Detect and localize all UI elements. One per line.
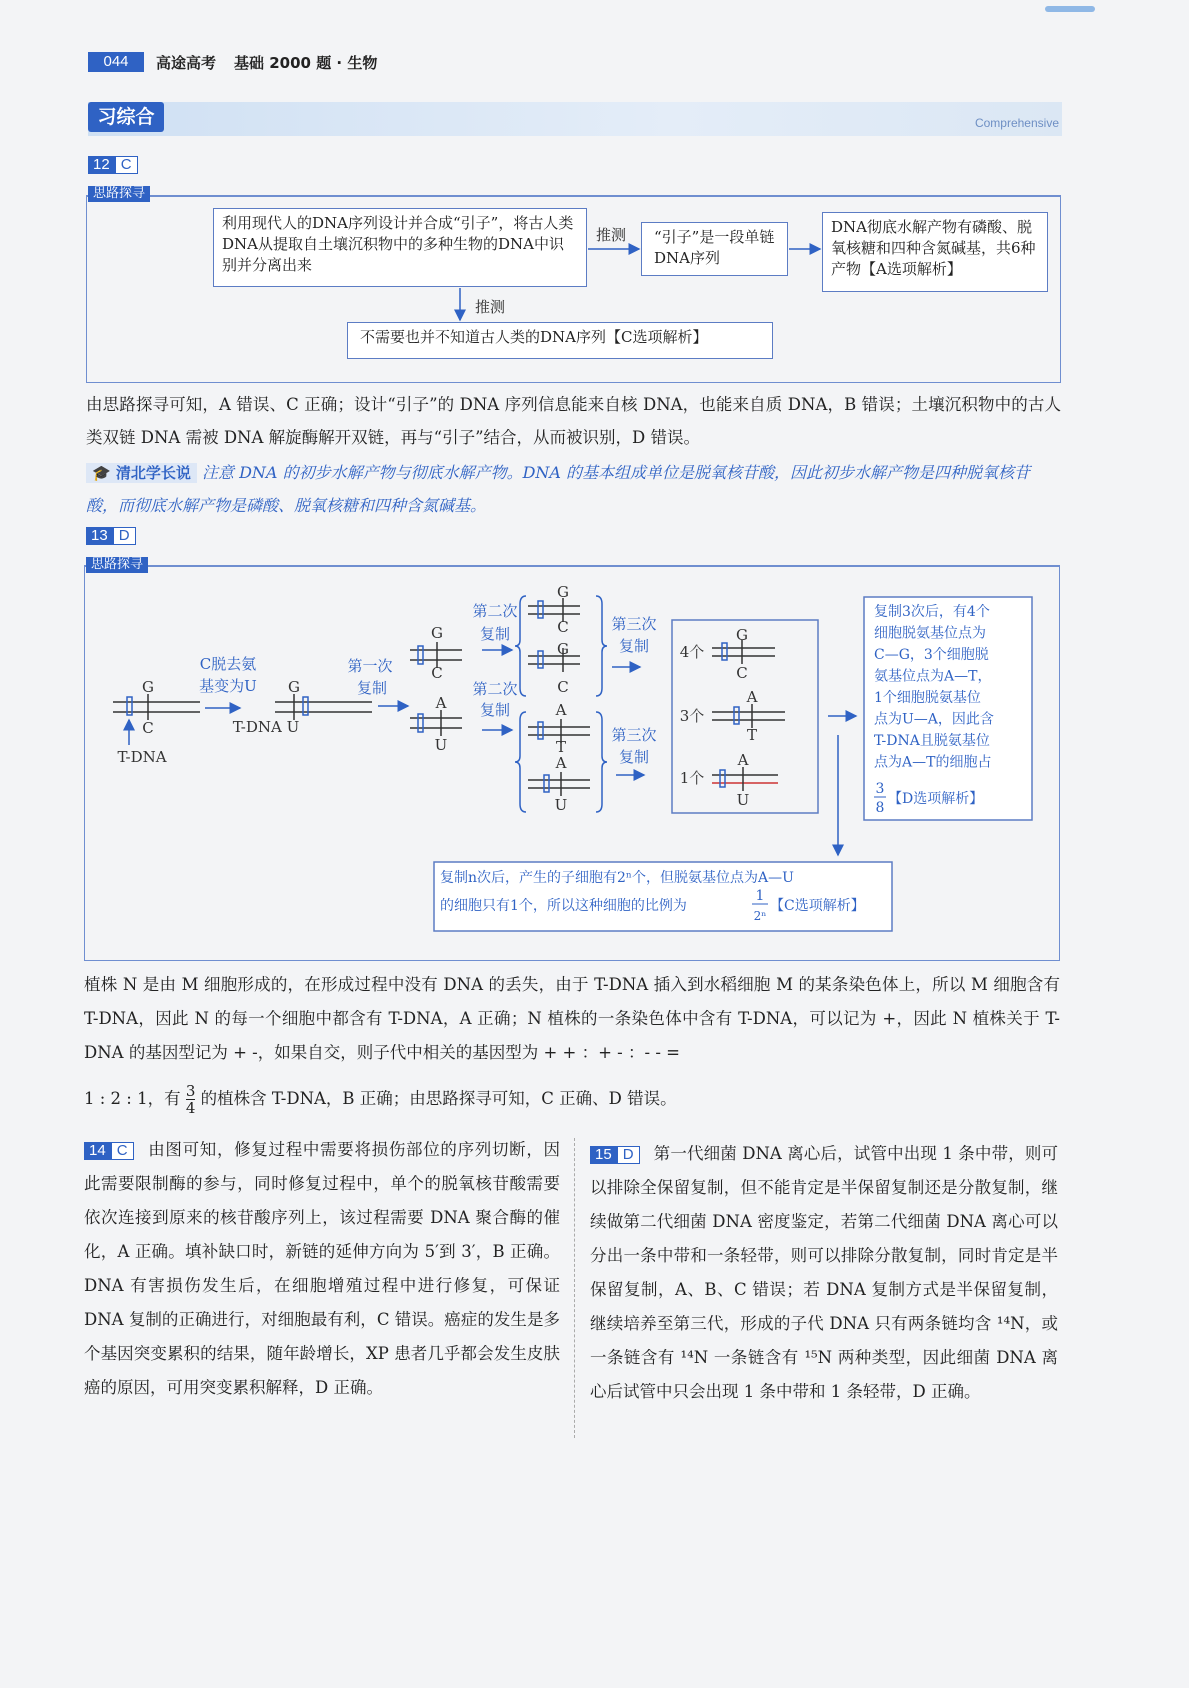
replication-label: 第一次 bbox=[347, 657, 393, 675]
q13-explanation: 植株 N 是由 M 细胞形成的，在形成过程中没有 DNA 的丢失，由于 T-DNA 插入到水稻细胞 M 的某条染色体上，所以 M 细胞含有 T-DNA，因此 N 的每一个细胞中都含有 T-DNA，A 正确；N 植株的一条染色体中含有 T-DNA，可以记为 +，因此 N 植株关于 T-DNA 的基因型记为 + -，如果自交，则子代中相关的基因型为 + + ：+ - ：- - = bbox=[84, 975, 1060, 1062]
answer: D bbox=[113, 527, 136, 545]
base-label: U bbox=[434, 736, 448, 754]
answer: C bbox=[115, 156, 138, 174]
tip-label-text: 清北学长说 bbox=[115, 464, 191, 482]
d-option-line: C—G，3个细胞脱 bbox=[874, 647, 989, 663]
dna-molecule bbox=[528, 772, 590, 796]
deamination-label: 基变为U bbox=[199, 677, 257, 695]
c-option-line: 复制n次后，产生的子细胞有2ⁿ个，但脱氨基位点为A—U bbox=[440, 870, 794, 886]
section-subtitle: Comprehensive bbox=[974, 116, 1059, 130]
replication-label: 第二次 bbox=[472, 680, 518, 698]
question-number: 13 bbox=[86, 527, 113, 545]
brace bbox=[596, 712, 607, 812]
base-label: C bbox=[736, 664, 748, 682]
c-option-tag: 【C选项解析】 bbox=[770, 898, 865, 914]
tip-text: 注意 DNA 的初步水解产物与彻底水解产物。DNA 的基本组成单位是脱氧核苷酸，因此初步水解产物是四种脱氧核苷酸，而彻底水解产物是磷酸、脱氧核糖和四种含氮碱基。 bbox=[86, 463, 1031, 515]
arrow-label: 推测 bbox=[596, 226, 627, 244]
replication-label: 第三次 bbox=[611, 726, 657, 744]
base-label: U bbox=[554, 796, 568, 814]
q12-explanation: 由思路探寻可知，A 错误、C 正确；设计“引子”的 DNA 序列信息能来自核 DNA，也能来自质 DNA，B 错误；土壤沉积物中的古人类双链 DNA 需被 DNA 解旋酶解开双链，再与“引子”结合，从而被识别，D 错误。 bbox=[86, 395, 1061, 447]
denominator: 4 bbox=[185, 1099, 196, 1117]
brand: 高途高考 bbox=[156, 54, 217, 72]
denominator: 2ⁿ bbox=[753, 909, 767, 923]
fraction-3-4 bbox=[186, 1083, 196, 1116]
dna-molecule bbox=[275, 694, 372, 720]
d-option-line: 点为A—T的细胞占 bbox=[874, 754, 992, 771]
count-label: 1个 bbox=[679, 769, 705, 787]
q15-text: 第一代细菌 DNA 离心后，试管中出现 1 条中带，则可以排除全保留复制，但不能肯定是半保留复制还是分散复制，继续做第二代细菌 DNA 密度鉴定，若第二代细菌 DNA 离心可以分出一条中带和一条轻带，则可以排除分散复制，同时肯定是半保留复制，A、B、C 错误；若 DNA 复制方式是半保留复制，继续培养至第三代，形成的子代 DNA 只有两条链均含 ¹⁴N，或一条链含有 ¹⁴N 一条链含有 ¹⁵N 两种类型，因此细菌 DNA 离心后试管中只会出现 1 条中带和 1 条轻带，D 正确。 bbox=[590, 1144, 1058, 1401]
deamination-label: C脱去氨 bbox=[199, 655, 257, 673]
flow-box-single-strand: “引子”是一段单链DNA序列 bbox=[641, 222, 788, 276]
base-label: C bbox=[557, 618, 569, 636]
numerator: 3 bbox=[875, 781, 885, 797]
question-number: 14 bbox=[84, 1142, 111, 1160]
page-number: 044 bbox=[88, 52, 144, 72]
d-option-line: 复制3次后，有4个 bbox=[874, 604, 990, 620]
q14-text: 由图可知，修复过程中需要将损伤部位的序列切断，因此需要限制酶的参与，同时修复过程中，单个的脱氧核苷酸需要依次连接到原来的核苷酸序列上，该过程需要 DNA 聚合酶的催化，A 正确。填补缺口时，新链的延伸方向为 5′到 3′，B 正确。DNA 有害损伤发生后，在细胞增殖过程中进行修复，可保证 DNA 复制的正确进行，对细胞最有利，C 错误。癌症的发生是多个基因突变累积的结果，随年龄增长，XP 患者几乎都会发生皮肤癌的原因，可用突变累积解释，D 正确。 bbox=[84, 1140, 560, 1397]
base-label: A bbox=[555, 701, 567, 719]
replication-label: 第二次 bbox=[472, 602, 518, 620]
brace bbox=[596, 596, 607, 696]
base-label: A bbox=[746, 688, 758, 706]
q14-explanation bbox=[84, 1133, 560, 1405]
d-option-line: 细胞脱氨基位点为 bbox=[874, 625, 986, 642]
q15-badge bbox=[590, 1146, 640, 1164]
count-label: 4个 bbox=[679, 643, 705, 661]
d-option-line: T-DNA且脱氨基位 bbox=[874, 733, 990, 749]
idea-tag: 思路探寻 bbox=[86, 557, 148, 573]
base-label: G bbox=[288, 678, 300, 696]
q14-badge bbox=[84, 1142, 134, 1160]
arrow-label: 推测 bbox=[475, 298, 506, 316]
brace bbox=[515, 712, 526, 812]
denominator: 8 bbox=[875, 800, 885, 816]
dna-molecule bbox=[410, 710, 462, 736]
numerator: 1 bbox=[755, 888, 765, 904]
d-option-line: 1个细胞脱氨基位 bbox=[874, 690, 981, 706]
base-label: C bbox=[431, 664, 443, 682]
section-title: 习综合 bbox=[88, 102, 164, 132]
base-label: T bbox=[555, 738, 567, 756]
flow-box-c-option: 不需要也并不知道古人类的DNA序列【C选项解析】 bbox=[347, 322, 773, 359]
base-label: G bbox=[736, 626, 748, 644]
base-label: G bbox=[557, 583, 569, 601]
idea-tag: 思路探寻 bbox=[88, 186, 150, 202]
d-option-line: 氨基位点为A—T， bbox=[874, 668, 992, 685]
tdna-label: T-DNA bbox=[117, 748, 167, 766]
dna-molecule bbox=[712, 704, 785, 728]
column-divider bbox=[574, 1138, 575, 1438]
base-label: A bbox=[737, 751, 749, 769]
c-option-line: 的细胞只有1个，所以这种细胞的比例为 bbox=[440, 898, 687, 914]
replication-label: 复制 bbox=[618, 748, 650, 766]
base-label: C bbox=[557, 678, 569, 696]
flow-box-primer: 利用现代人的DNA序列设计并合成“引子”，将古人类DNA从提取自土壤沉积物中的多种生物的DNA中识别并分离出来 bbox=[213, 208, 587, 287]
replication-label: 复制 bbox=[618, 637, 650, 655]
dna-molecule bbox=[528, 598, 580, 622]
d-option-tag: 【D选项解析】 bbox=[888, 791, 984, 807]
flow-box-hydrolysis: DNA彻底水解产物有磷酸、脱氧核糖和四种含氮碱基，共6种产物【A选项解析】 bbox=[822, 212, 1048, 292]
question-number: 12 bbox=[88, 156, 115, 174]
replication-label: 复制 bbox=[356, 679, 388, 697]
base-label: G bbox=[557, 640, 569, 658]
base-label: U bbox=[736, 791, 750, 809]
conclusion-text: 的植株含 T-DNA，B 正确；由思路探寻可知，C 正确、D 错误。 bbox=[200, 1089, 677, 1108]
answer: D bbox=[617, 1146, 640, 1164]
base-label: C bbox=[142, 719, 154, 737]
base-label: A bbox=[435, 694, 447, 712]
dna-molecule bbox=[528, 648, 580, 672]
replication-label: 复制 bbox=[479, 625, 511, 643]
replication-label: 第三次 bbox=[611, 615, 657, 633]
count-label: 3个 bbox=[679, 707, 705, 725]
dna-molecule bbox=[113, 694, 200, 720]
numerator: 3 bbox=[185, 1082, 196, 1100]
tdna-u-label: T-DNA U bbox=[232, 718, 300, 736]
ratio-text: 1 : 2 : 1，有 bbox=[84, 1089, 181, 1108]
question-number: 15 bbox=[590, 1146, 617, 1164]
dna-molecule bbox=[712, 767, 778, 791]
base-label: G bbox=[142, 678, 154, 696]
answer: C bbox=[111, 1142, 134, 1160]
base-label: G bbox=[431, 624, 443, 642]
tip-label: 🎓 清北学长说 bbox=[86, 463, 197, 483]
book-title: 基础 2000 题 · 生物 bbox=[234, 54, 378, 72]
base-label: A bbox=[555, 754, 567, 772]
q13-explanation-end bbox=[84, 1082, 1060, 1116]
base-label: T bbox=[746, 726, 758, 744]
replication-label: 复制 bbox=[479, 701, 511, 719]
q15-explanation bbox=[590, 1137, 1058, 1409]
d-option-line: 点为U—A，因此含 bbox=[874, 711, 994, 728]
